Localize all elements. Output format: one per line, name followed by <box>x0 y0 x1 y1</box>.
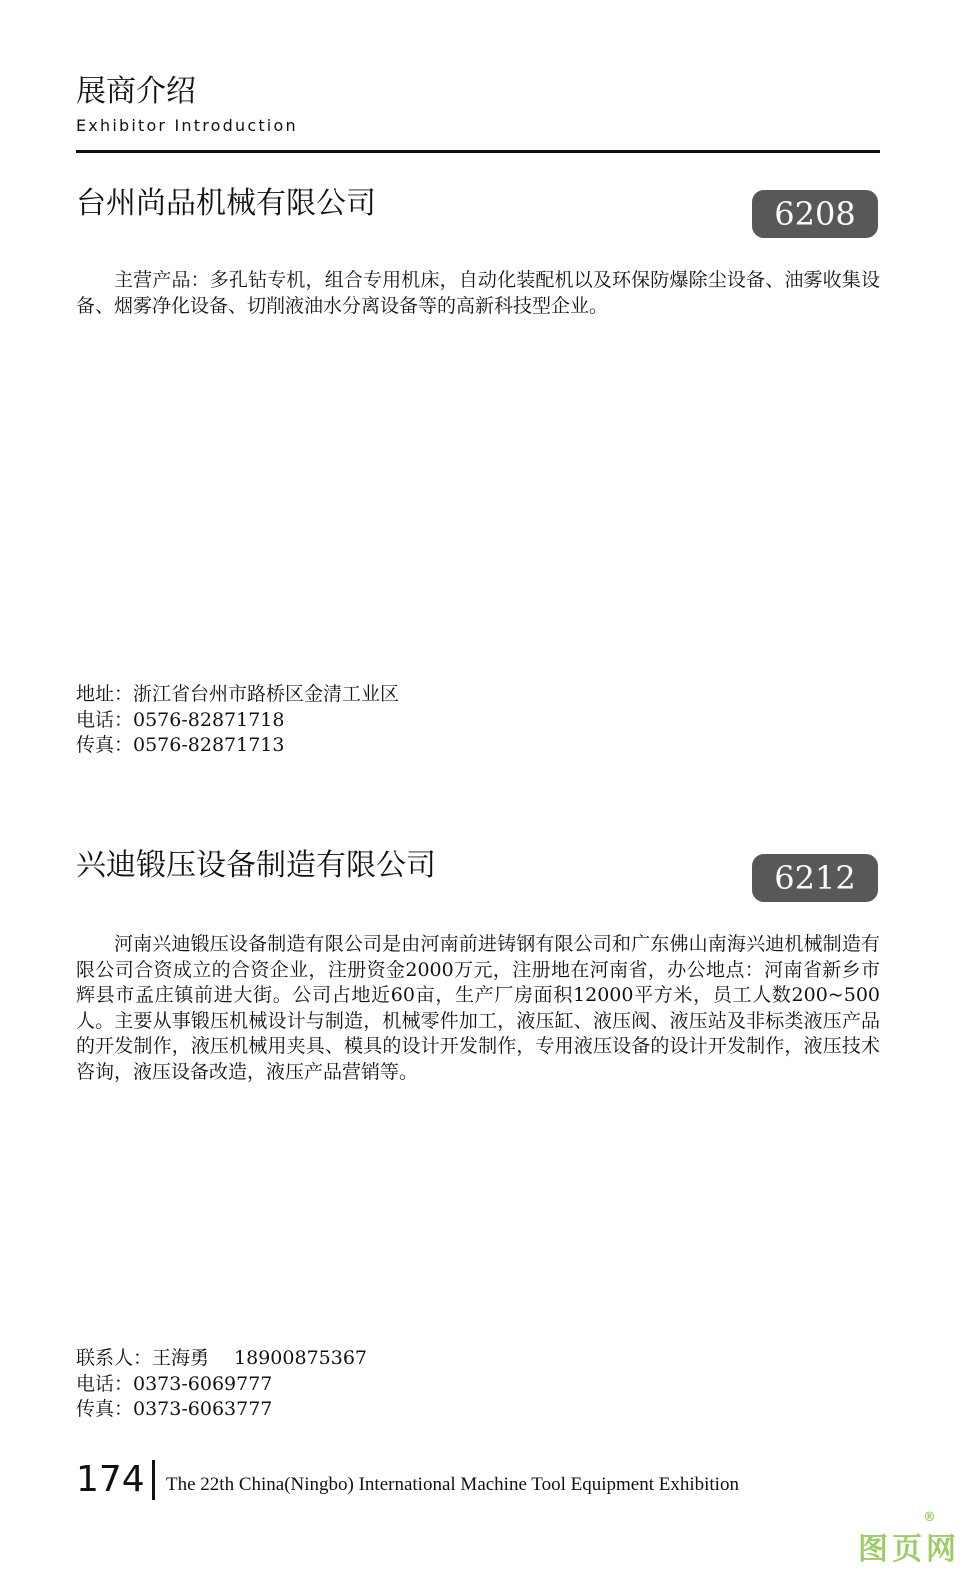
contact-block <box>76 1346 367 1423</box>
contact-person-line: 联系人：王海勇 18900875367 <box>76 1347 368 1369</box>
address-line: 地址：浙江省台州市路桥区金清工业区 <box>76 683 400 705</box>
page-number: 174 <box>76 1459 145 1500</box>
phone-line: 电话：0576-82871718 <box>76 708 285 731</box>
fax-line: 传真：0576-82871713 <box>76 734 285 756</box>
company-name: 台州尚品机械有限公司 <box>76 186 376 221</box>
company-description: 河南兴迪锻压设备制造有限公司是由河南前进铸钢有限公司和广东佛山南海兴迪机械制造有限公司合资成立的合资企业，注册资金2000万元，注册地在河南省，办公地点：河南省新乡市辉县市孟庄镇前进大街。公司占地近60亩，生产厂房面积12000平方米，员工人数200~500人。主要从事锻压机械设计与制造，机械零件加工，液压缸、液压阀、液压站及非标类液压产品的开发制作，液压机械用夹具、模具的设计开发制作，专用液压设备的设计开发制作，液压技术咨询，液压设备改造，液压产品营销等。 <box>76 933 880 1083</box>
footer-divider <box>152 1460 155 1500</box>
header-divider <box>76 150 880 153</box>
company-description: 主营产品：多孔钻专机，组合专用机床，自动化装配机以及环保防爆除尘设备、油雾收集设备、烟雾净化设备、切削液油水分离设备等的高新科技型企业。 <box>76 269 880 317</box>
watermark-logo <box>858 1510 960 1568</box>
booth-number-badge: 6208 <box>752 190 878 238</box>
booth-number-badge: 6212 <box>752 854 878 902</box>
phone-line: 电话：0373-6069777 <box>76 1372 273 1395</box>
section-subtitle: Exhibitor Introduction <box>76 116 298 135</box>
exhibition-name: The 22th China(Ningbo) International Machine Tool Equipment Exhibition <box>166 1474 739 1495</box>
section-title: 展商介绍 <box>76 74 196 109</box>
registered-mark: ® <box>923 1510 936 1525</box>
company-name: 兴迪锻压设备制造有限公司 <box>76 848 436 883</box>
watermark-text: 图页网 <box>858 1532 960 1567</box>
fax-line: 传真：0373-6063777 <box>76 1398 273 1420</box>
contact-block <box>76 682 399 759</box>
